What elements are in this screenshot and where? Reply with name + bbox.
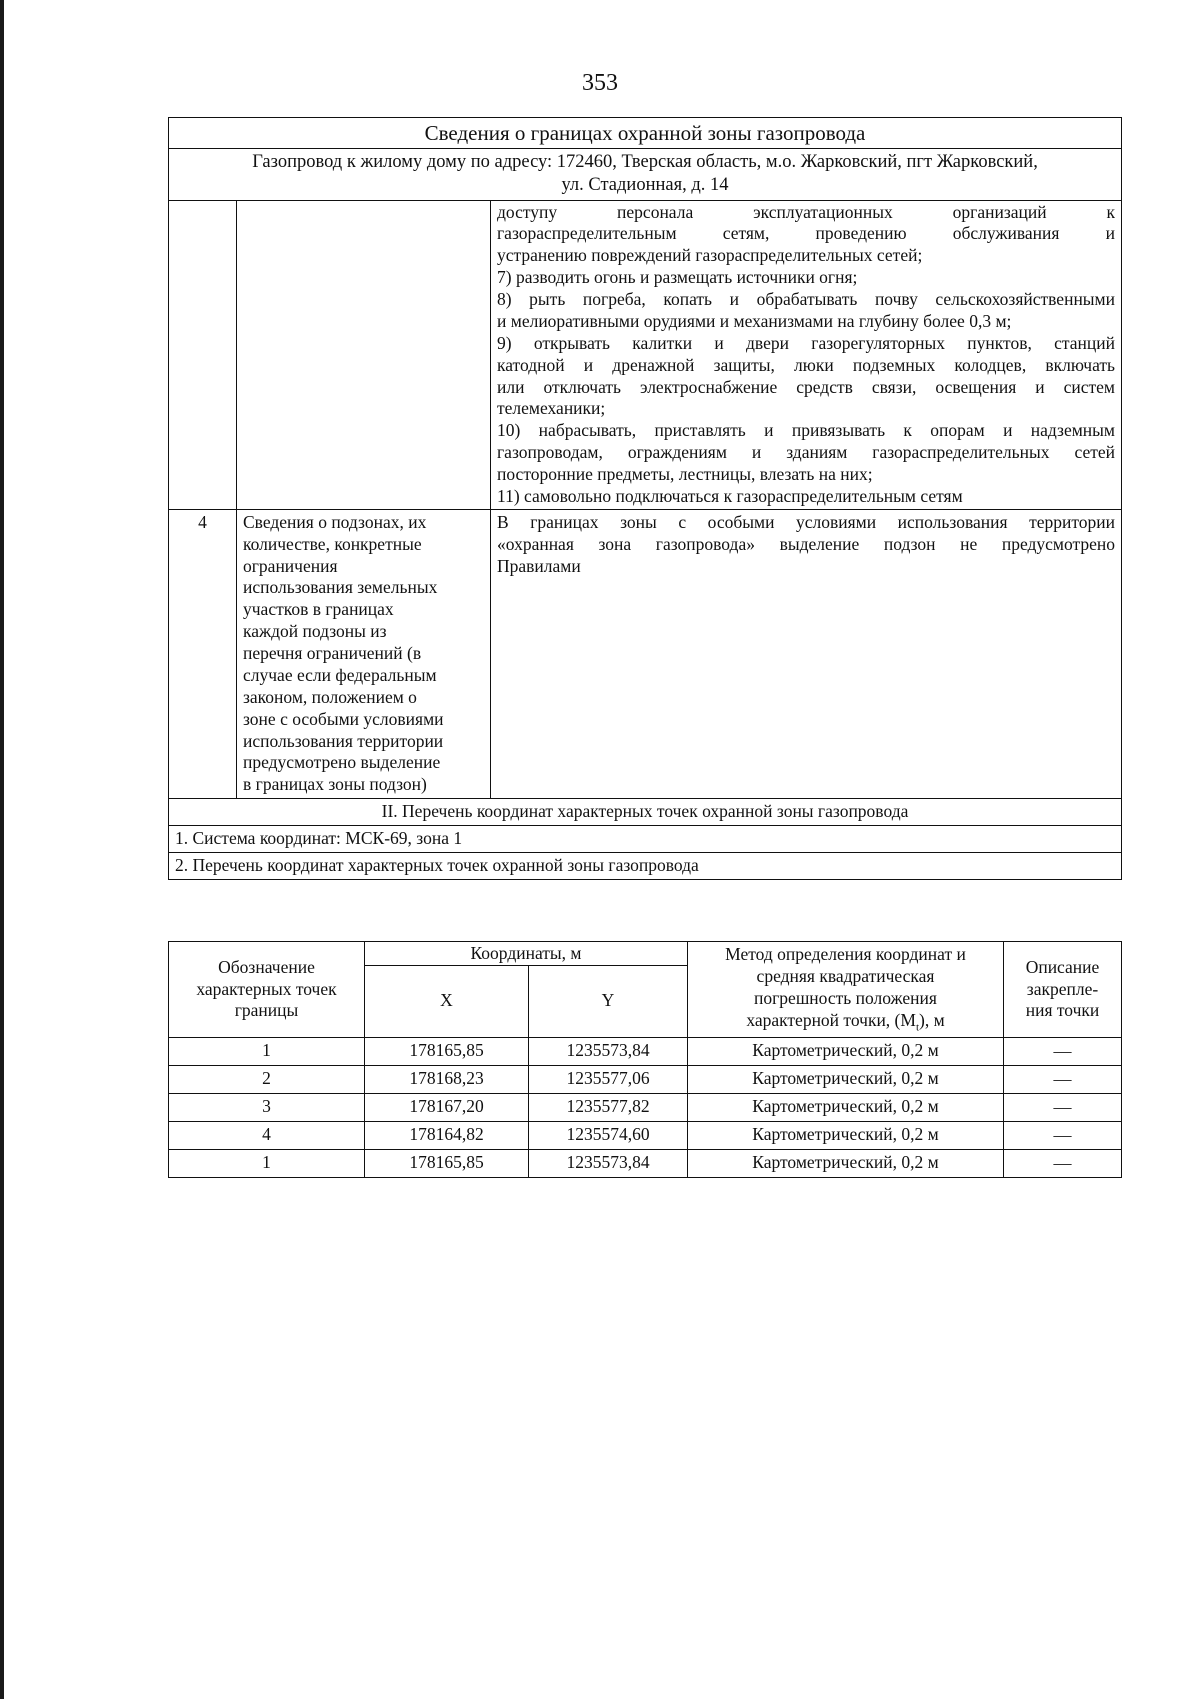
cell-description: — bbox=[1004, 1093, 1122, 1121]
label-line: перечня ограничений (в bbox=[243, 643, 422, 663]
text-line: телемеханики; bbox=[497, 398, 606, 419]
cell-description: — bbox=[1004, 1065, 1122, 1093]
value-line: Правилами bbox=[497, 555, 581, 576]
cell-y: 1235577,82 bbox=[529, 1093, 688, 1121]
cell-method: Картометрический, 0,2 м bbox=[688, 1149, 1004, 1177]
page-number: 353 bbox=[582, 70, 618, 96]
text-line: доступу персонала эксплуатационных организаций к bbox=[497, 201, 1116, 222]
table-subtitle bbox=[169, 149, 1122, 200]
table-row bbox=[169, 1093, 1122, 1121]
text-line: газопроводам, ограждениям и зданиям газораспределительных сетей bbox=[497, 442, 1116, 463]
label-line: Сведения о подзонах, их bbox=[243, 511, 427, 532]
coord-system: 1. Система координат: МСК-69, зона 1 bbox=[169, 826, 1122, 853]
header-method-subscript: t bbox=[915, 1021, 920, 1034]
cell-method: Картометрический, 0,2 м bbox=[688, 1093, 1004, 1121]
label-line: участков в границах bbox=[243, 599, 394, 620]
continuation-number-cell bbox=[169, 200, 237, 509]
text-line: и мелиоративными орудиями и механизмами на глубину более 0,3 м; bbox=[497, 310, 1012, 331]
text-line: 9) открывать калитки и двери газорегуляторных пунктов, станций bbox=[497, 332, 1116, 353]
cell-description: — bbox=[1004, 1121, 1122, 1149]
text-line: или отключать электроснабжение средств связи, освещения и систем bbox=[497, 376, 1116, 397]
text-line: газораспределительным сетям, проведению обслуживания и bbox=[497, 223, 1116, 244]
header-desc-line: Описание bbox=[1025, 956, 1100, 977]
title-row bbox=[169, 118, 1122, 149]
cell-description: — bbox=[1004, 1149, 1122, 1177]
cell-x: 178167,20 bbox=[365, 1093, 529, 1121]
label-line: каждой подзоны из bbox=[243, 621, 387, 642]
cell-point: 1 bbox=[169, 1037, 365, 1065]
section-2-heading-row bbox=[169, 799, 1122, 826]
cell-point: 4 bbox=[169, 1121, 365, 1149]
text-line: устранению повреждений газораспределительных сетей; bbox=[497, 245, 923, 266]
scan-edge bbox=[0, 0, 4, 1699]
coord-list-title-row bbox=[169, 852, 1122, 879]
header-point bbox=[169, 942, 365, 1038]
value-line: «охранная зона газопровода» выделение подзон не предусмотрено bbox=[497, 533, 1116, 554]
continuation-label-cell bbox=[237, 200, 491, 509]
label-line: использования территории bbox=[243, 730, 444, 751]
cell-x: 178165,85 bbox=[365, 1037, 529, 1065]
table-title: Сведения о границах охранной зоны газопровода bbox=[169, 118, 1122, 149]
subtitle-line: Газопровод к жилому дому по адресу: 172460, Тверская область, м.о. Жарковский, пгт Жарковский, bbox=[252, 152, 1038, 173]
row-4-value bbox=[491, 509, 1122, 798]
text-line: 10) набрасывать, приставлять и привязывать к опорам и надземным bbox=[497, 420, 1116, 441]
continuation-row bbox=[169, 200, 1122, 509]
label-line: в границах зоны подзон) bbox=[243, 774, 427, 795]
cell-x: 178165,85 bbox=[365, 1149, 529, 1177]
header-point-line: границы bbox=[234, 1000, 299, 1021]
label-line: использования земельных bbox=[243, 577, 438, 598]
header-method-line: средняя квадратическая bbox=[756, 965, 935, 986]
label-line: предусмотрено выделение bbox=[243, 752, 441, 773]
cell-x: 178164,82 bbox=[365, 1121, 529, 1149]
cell-method: Картометрический, 0,2 м bbox=[688, 1037, 1004, 1065]
cell-y: 1235574,60 bbox=[529, 1121, 688, 1149]
label-line: количестве, конкретные bbox=[243, 533, 422, 554]
row-4-label bbox=[237, 509, 491, 798]
header-method-line: погрешность положения bbox=[754, 987, 937, 1008]
subtitle-line: ул. Стадионная, д. 14 bbox=[561, 175, 729, 196]
cell-point: 2 bbox=[169, 1065, 365, 1093]
header-method-text: ), м bbox=[919, 1009, 945, 1030]
section-2-heading: II. Перечень координат характерных точек охранной зоны газопровода bbox=[169, 799, 1122, 826]
label-line: законом, положением о bbox=[243, 686, 417, 707]
text-line: посторонние предметы, лестницы, влезать на них; bbox=[497, 464, 873, 484]
coords-header-row bbox=[169, 942, 1122, 966]
text-line: 8) рыть погреба, копать и обрабатывать почву сельскохозяйственными bbox=[497, 289, 1116, 309]
cell-y: 1235573,84 bbox=[529, 1037, 688, 1065]
continuation-text-cell bbox=[491, 200, 1122, 509]
cell-method: Картометрический, 0,2 м bbox=[688, 1065, 1004, 1093]
header-coordinates: Координаты, м bbox=[365, 942, 688, 966]
table-row bbox=[169, 1149, 1122, 1177]
header-method bbox=[688, 942, 1004, 1038]
header-desc-line: закрепле- bbox=[1026, 978, 1099, 999]
header-desc-line: ния точки bbox=[1025, 1000, 1100, 1021]
label-line: ограничения bbox=[243, 555, 338, 576]
coord-list-title: 2. Перечень координат характерных точек охранной зоны газопровода bbox=[169, 852, 1122, 879]
coordinates-table bbox=[168, 941, 1122, 1178]
header-x: X bbox=[365, 965, 529, 1037]
header-description bbox=[1004, 942, 1122, 1038]
row-4 bbox=[169, 509, 1122, 798]
cell-method: Картометрический, 0,2 м bbox=[688, 1121, 1004, 1149]
zone-info-table bbox=[168, 117, 1122, 880]
cell-y: 1235577,06 bbox=[529, 1065, 688, 1093]
cell-point: 3 bbox=[169, 1093, 365, 1121]
label-line: зоне с особыми условиями bbox=[243, 708, 444, 729]
header-point-line: характерных точек bbox=[196, 978, 337, 999]
row-4-number: 4 bbox=[169, 509, 237, 798]
text-line: катодной и дренажной защиты, люки подземных колодцев, включать bbox=[497, 354, 1116, 375]
table-row bbox=[169, 1065, 1122, 1093]
cell-point: 1 bbox=[169, 1149, 365, 1177]
cell-x: 178168,23 bbox=[365, 1065, 529, 1093]
cell-description: — bbox=[1004, 1037, 1122, 1065]
cell-y: 1235573,84 bbox=[529, 1149, 688, 1177]
coord-system-row bbox=[169, 826, 1122, 853]
header-method-line bbox=[693, 1010, 998, 1035]
subtitle-row bbox=[169, 149, 1122, 200]
table-row bbox=[169, 1037, 1122, 1065]
value-line: В границах зоны с особыми условиями использования территории bbox=[497, 511, 1116, 532]
header-point-line: Обозначение bbox=[218, 956, 315, 977]
header-y: Y bbox=[529, 965, 688, 1037]
text-line: 7) разводить огонь и размещать источники огня; bbox=[497, 267, 858, 288]
label-line: случае если федеральным bbox=[243, 664, 437, 685]
header-method-line: Метод определения координат и bbox=[725, 944, 966, 964]
table-row bbox=[169, 1121, 1122, 1149]
header-method-text: характерной точки, (M bbox=[746, 1009, 916, 1030]
text-line: 11) самовольно подключаться к газораспределительным сетям bbox=[497, 485, 963, 506]
